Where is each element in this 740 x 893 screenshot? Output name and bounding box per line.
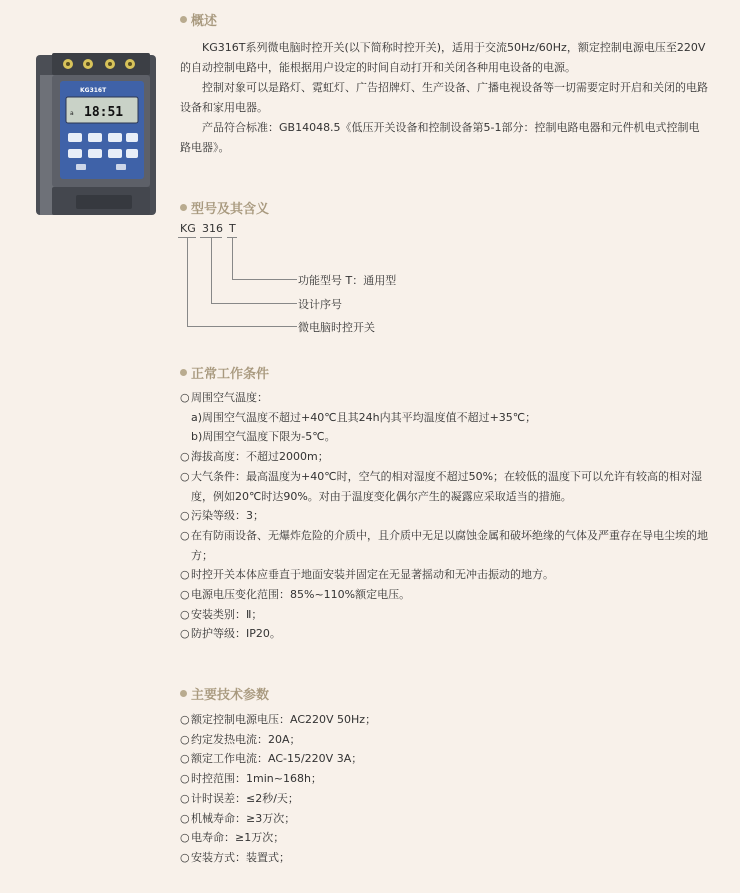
model-meaning-product: 微电脑时控开关 [298,321,375,334]
overview-paragraph: 产品符合标准：GB14048.5《低压开关设备和控制设备第5-1部分：控制电路电器和元件机电式控制电路电器》。 [180,121,700,154]
section-title-conditions: 正常工作条件 [180,363,269,382]
list-item: ○机械寿命：≥3万次； [180,811,296,825]
timer-switch-product-image [30,45,160,220]
model-meaning-series: 设计序号 [298,298,342,311]
list-item: ○大气条件：最高温度为+40℃时，空气的相对湿度不超过50%；在较低的温度下可以允许有较高的相对湿度，例如20℃时达90%。对由于温度变化偶尔产生的凝露应采取适当的措施。 [180,469,703,503]
overview-paragraph: KG316T系列微电脑时控开关(以下简称时控开关)，适用于交流50Hz/60Hz，额定控制电源电压至220V的自动控制电路中，能根据用户设定的时间自动打开和关闭各种用电设备的电源。 [180,41,706,74]
list-item: ○周围空气温度： [180,391,268,404]
list-item: b)周围空气温度下限为-5℃。 [191,430,336,444]
list-item: ○安装方式：装置式； [180,850,290,864]
section-title-model: 型号及其含义 [180,198,269,217]
svg-text:a: a [70,110,74,117]
list-item: ○电源电压变化范围：85%~110%额定电压。 [180,588,411,602]
list-item: a)周围空气温度不超过+40℃且其24h内其平均温度值不超过+35℃； [191,410,537,424]
bullet-icon [180,369,187,376]
model-code-kg: KG [180,222,196,235]
device-brand-label: KG316T [80,87,107,94]
overview-paragraph: 控制对象可以是路灯、霓虹灯、广告招牌灯、生产设备、广播电视设备等一切需要定时开启和关闭的电路设备和家用电器。 [180,81,708,114]
list-item: ○电寿命：≥1万次； [180,831,285,845]
model-diagram [178,222,438,342]
list-item: ○时控开关本体应垂直于地面安装并固定在无显著摇动和无冲击振动的地方。 [180,568,554,582]
list-item: ○海拔高度：不超过2000m； [180,450,329,464]
device-lcd-readout: 18:51 [84,105,124,120]
model-code-series: 316 [202,222,223,235]
section-title-overview: 概述 [180,10,217,29]
list-item: ○时控范围：1min~168h； [180,772,322,786]
leader-line [187,238,297,327]
bullet-icon [180,690,187,697]
specs-list [180,710,710,868]
list-item: ○额定工作电流：AC-15/220V 3A； [180,752,363,766]
section-title-specs: 主要技术参数 [180,684,269,703]
list-item: ○约定发热电流：20A； [180,732,301,746]
model-code-type: T [229,222,236,235]
list-item: ○防护等级：IP20。 [180,627,281,641]
list-item: ○额定控制电源电压：AC220V 50Hz； [180,713,377,726]
list-item: ○安装类别：Ⅱ； [180,607,263,621]
bullet-icon [180,16,187,23]
model-meaning-type: 功能型号 T：通用型 [298,274,397,287]
list-item: ○计时误差：≤2秒/天； [180,791,299,805]
bullet-icon [180,204,187,211]
conditions-list [180,388,710,644]
list-item: ○在有防雨设备、无爆炸危险的介质中，且介质中无足以腐蚀金属和破坏绝缘的气体及严重存在导电尘埃的地方； [180,528,708,562]
list-item: ○污染等级：3； [180,509,264,523]
